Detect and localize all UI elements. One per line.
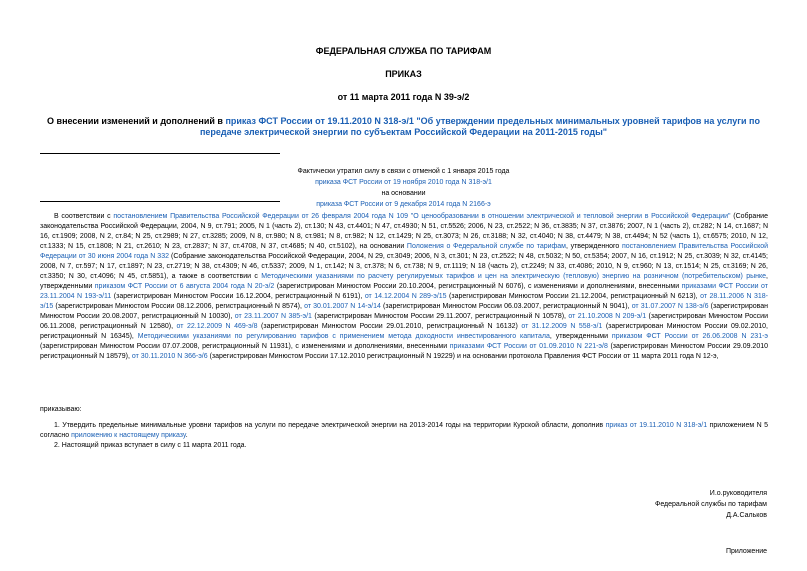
doc-date-number: от 11 марта 2011 года N 39-э/2	[337, 92, 470, 102]
inline-text: (Собрание законодательства Российской Федерации, 2004, N 9, ст.791; 2005, N 1 (часть 2), ст.130; N 43, ст.4401; N 47, ст.4930; N 51, ст.5526; 2006, N 23, ст.2522; N 36, ст.3835; N 37, ст.3876; 2007, N 1 (часть 2), ст.282; N 14, ст.1687; N 16, ст.1909; 2008, N 2, ст.84; N 25, ст.2989; N 27, ст.3285; 2009, N 8, ст.980; N 8, ст.981; N 8, ст.982; N 12, ст.1429; N 25, ст.3073; N 26, ст.3188; N 32, ст.4040; N 38, ст.4479; N 38, ст.4494; N 52 (часть 1), ст.6575; 2010, N 12, ст.1333; N 15, ст.1808; N 21, ст.2610; N 23, ст.2837; N 37, ст.4708, N 37, ст.4685; N 40, ст.5102), на основании	[40, 213, 768, 250]
title-divider	[40, 153, 280, 154]
inline-link[interactable]: приложению к настоящему приказу	[71, 432, 186, 439]
inline-text: (зарегистрирован Минюстом России 08.12.2006, регистрационный N 8574),	[53, 303, 305, 310]
validity-note	[260, 166, 547, 210]
inline-text: (зарегистрирован Минюстом России 20.10.2004, регистрационный N 6076), с изменениями и дополнениями, внесенными	[274, 283, 682, 290]
inline-text: приложением N 5 согласно	[40, 422, 768, 439]
inline-link[interactable]: приказами ФСТ России от 23.11.2004 N 193-э/11	[40, 283, 768, 300]
inline-text: (зарегистрирован Минюстом России 07.07.2008, регистрационный N 11931), с изменениями и дополнениями, внесенными	[40, 343, 450, 350]
inline-text: , утвержденного	[565, 243, 622, 250]
doc-type: ПРИКАЗ	[385, 69, 422, 79]
signature-block	[655, 488, 767, 521]
inline-text: (зарегистрирован Минюстом России 21.12.2004, регистрационный N 6213),	[446, 293, 701, 300]
inline-text: (зарегистрирован Минюстом России 29.11.2007, регистрационный N 10578),	[311, 313, 569, 320]
inline-text: (зарегистрирован Минюстом России 17.12.2010 регистрационный N 19229) и на основании протокола Правления ФСТ России от 11 марта 2011 года N 12-э,	[207, 353, 719, 360]
inline-link[interactable]: от 30.11.2010 N 366-э/6	[131, 353, 208, 360]
inline-text: 1. Утвердить предельные минимальные уровни тарифов на услуги по передаче электрической энергии на 2013-2014 годы на территории Курской области, дополнив	[54, 422, 606, 429]
inline-link[interactable]: от 28.11.2006 N 318-э/15	[40, 293, 769, 310]
inline-link[interactable]: от 21.10.2008 N 209-э/1	[568, 313, 647, 320]
preamble	[40, 212, 768, 362]
note-line2-suffix: на основании	[381, 190, 426, 197]
inline-link[interactable]: Методическими указаниями по расчету регулируемых тарифов и цен на электрическую (тепловую) энергию на розничном (потребительском) рынке	[261, 273, 767, 280]
inline-link[interactable]: приказом ФСТ России от 26.06.2008 N 231-э	[611, 333, 768, 340]
inline-link[interactable]: приказом ФСТ России от 6 августа 2004 года N 20-э/2	[94, 283, 275, 290]
signer-name: Д.А.Сальков	[726, 512, 767, 519]
inline-text: (зарегистрирован Минюстом России 29.09.2010 регистрационный N 18579),	[40, 343, 768, 360]
signer-position: И.о.руководителя	[709, 490, 767, 497]
inline-link[interactable]: постановлением Правительства Российской Федерации от 30 июня 2004 года N 332	[40, 243, 769, 260]
inline-text: (зарегистрирован Минюстом России 20.08.2007, регистрационный N 10030),	[40, 303, 769, 320]
inline-text: (Собрание законодательства Российской Федерации, 2004, N 29, ст.3049; 2006, N 3, ст.301; N 23, ст.2522; N 48, ст.5032; N 50, ст.5354; 2007, N 16, ст.1912; N 25, ст.3039; N 32, ст.4145; 2008, N 7, ст.597; N 17, ст.1897; N 23, ст.2719; N 38, ст.4309; N 46, ст.5337; 2009, N 1, ст.142; N 3, ст.378; N 6, ст.738; N 9, ст.1119; N 18 (часть 2), ст.2249; N 33, ст.4086; 2010, N 9, ст.960; N 13, ст.1514; N 25, ст.3169; N 26, ст.3350; N 30, ст.4096; N 45, ст.5851), а также в соответствии с	[40, 253, 768, 280]
order-intro: приказываю:	[40, 406, 82, 413]
inline-link[interactable]: приказ от 19.11.2010 N 318-э/1	[605, 422, 708, 429]
order-section	[40, 405, 768, 451]
inline-link[interactable]: от 30.01.2007 N 14-э/14	[304, 303, 381, 310]
inline-link[interactable]: Положения о Федеральной службе по тарифам	[406, 243, 566, 250]
inline-text: (зарегистрирован Минюстом России 16.12.2004, регистрационный N 6191),	[111, 293, 365, 300]
inline-text: В соответствии с	[54, 213, 114, 220]
inline-link[interactable]: от 31.12.2009 N 558-э/1	[521, 323, 603, 330]
order-item-2: 2. Настоящий приказ вступает в силу с 11 марта 2011 года.	[54, 442, 247, 449]
inline-link[interactable]: от 31.07.2007 N 138-э/6	[631, 303, 709, 310]
inline-text: (зарегистрирован Минюстом России 06.03.2007, регистрационный N 9041),	[380, 303, 632, 310]
inline-link[interactable]: от 23.11.2007 N 385-э/1	[234, 313, 312, 320]
note-line1: Фактически утратил силу в связи с отменой с 1 января 2015 года	[297, 168, 510, 175]
preamble-paragraph	[40, 212, 768, 362]
inline-text: (зарегистрирован Минюстом России 09.02.2010, регистрационный N 16345),	[40, 323, 768, 340]
inline-text: , утвержденными	[40, 273, 768, 290]
appendix-label: Приложение	[725, 548, 767, 555]
note-link2[interactable]: приказа ФСТ России от 9 декабря 2014 года N 2166-э	[316, 201, 491, 208]
note-link1[interactable]: приказа ФСТ России от 19 ноября 2010 года N 318-э/1	[315, 179, 492, 186]
inline-text: (зарегистрирован Минюстом России 29.01.2010, регистрационный N 16132)	[257, 323, 522, 330]
inline-link[interactable]: приказами ФСТ России от 01.09.2010 N 221-э/8	[449, 343, 608, 350]
note-divider	[40, 201, 280, 202]
order-item-1	[40, 421, 768, 441]
inline-text: (зарегистрирован Минюстом России 06.11.2008, регистрационный N 12580),	[40, 313, 768, 330]
inline-text: , утвержденными	[549, 333, 612, 340]
title-link[interactable]: приказ ФСТ России от 19.11.2010 N 318-э/1 "Об утверждении предельных минимальных уровней тарифов на услуги по передаче электрической энергии по субъектам Российской Федерации на 2011-2015 годы"	[199, 116, 760, 137]
inline-text: .	[185, 432, 188, 439]
inline-link[interactable]: от 14.12.2004 N 289-э/15	[364, 293, 447, 300]
title-prefix: О внесении изменений и дополнений в	[47, 116, 226, 126]
inline-link[interactable]: от 22.12.2009 N 469-э/8	[176, 323, 258, 330]
signer-agency: Федеральной службы по тарифам	[655, 501, 767, 508]
document-header	[0, 46, 807, 103]
document-title	[40, 116, 767, 138]
inline-link[interactable]: Методическими указаниями по регулированию тарифов с применением метода доходности инвестированного капитала	[137, 333, 550, 340]
inline-link[interactable]: постановлением Правительства Российской Федерации от 26 февраля 2004 года N 109 "О ценообразовании в отношении электрической и тепловой энергии в Российской Федерации"	[113, 213, 731, 220]
agency-name: ФЕДЕРАЛЬНАЯ СЛУЖБА ПО ТАРИФАМ	[315, 46, 492, 56]
